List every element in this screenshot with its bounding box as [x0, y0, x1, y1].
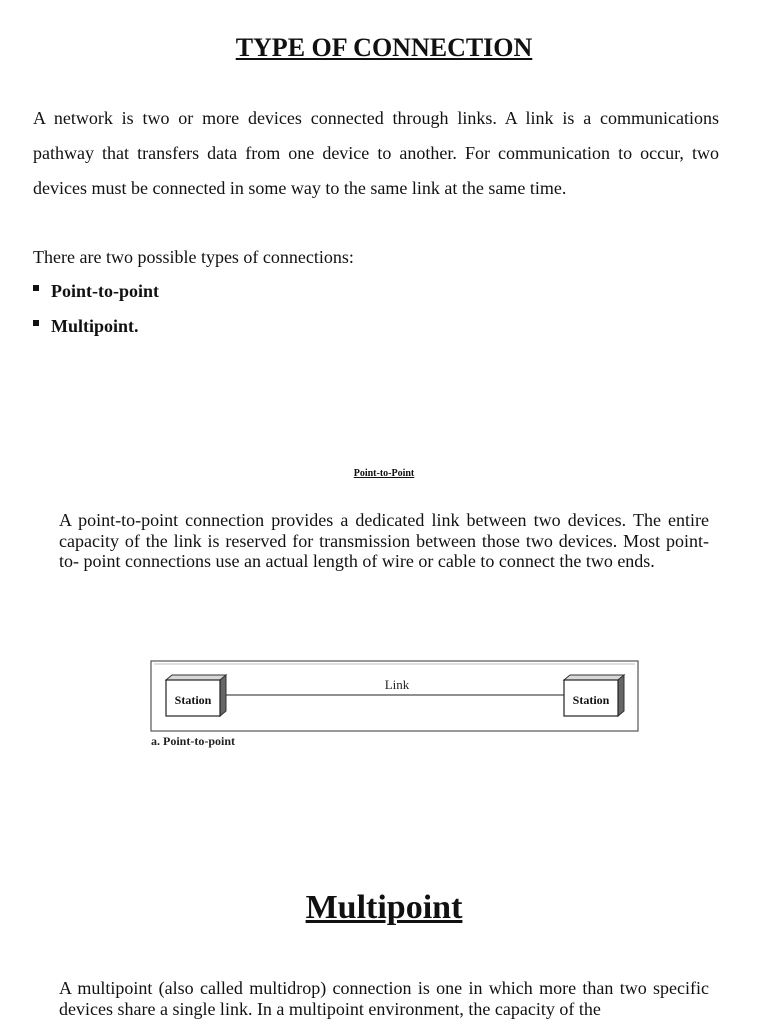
list-item-label: Multipoint.: [51, 316, 139, 336]
list-item: [33, 274, 159, 309]
square-bullet-icon: [33, 320, 39, 326]
square-bullet-icon: [33, 285, 39, 291]
point-to-point-paragraph: A point-to-point connection provides a dedicated link between two devices. The entire capacity of the link is reserved for transmission between those two devices. Most point-to- point connections use an actual length of wire or cable to connect the two ends.: [59, 510, 709, 571]
intro-paragraph: A network is two or more devices connected through links. A link is a communications pathway that transfers data from one device to another. For communication to occur, two devices must be connected in some way to the same link at the same time.: [33, 108, 719, 198]
list-item: [33, 309, 159, 344]
connection-types-list: [33, 274, 159, 344]
link-label: Link: [384, 677, 410, 692]
point-to-point-diagram: [150, 650, 640, 755]
multipoint-heading: Multipoint: [305, 889, 463, 926]
page-title: TYPE OF CONNECTION: [235, 33, 533, 62]
figure-caption: a. Point-to-point: [151, 734, 235, 748]
point-to-point-figure: [150, 650, 640, 755]
types-intro: There are two possible types of connections:: [33, 247, 354, 267]
list-item-label: Point-to-point: [51, 281, 159, 301]
point-to-point-heading: Point-to-Point: [353, 468, 415, 479]
station-left-label: Station: [174, 693, 212, 707]
multipoint-paragraph: A multipoint (also called multidrop) connection is one in which more than two specific devices share a single link. In a multipoint environment, the capacity of the: [59, 978, 709, 1019]
station-right-label: Station: [572, 693, 610, 707]
